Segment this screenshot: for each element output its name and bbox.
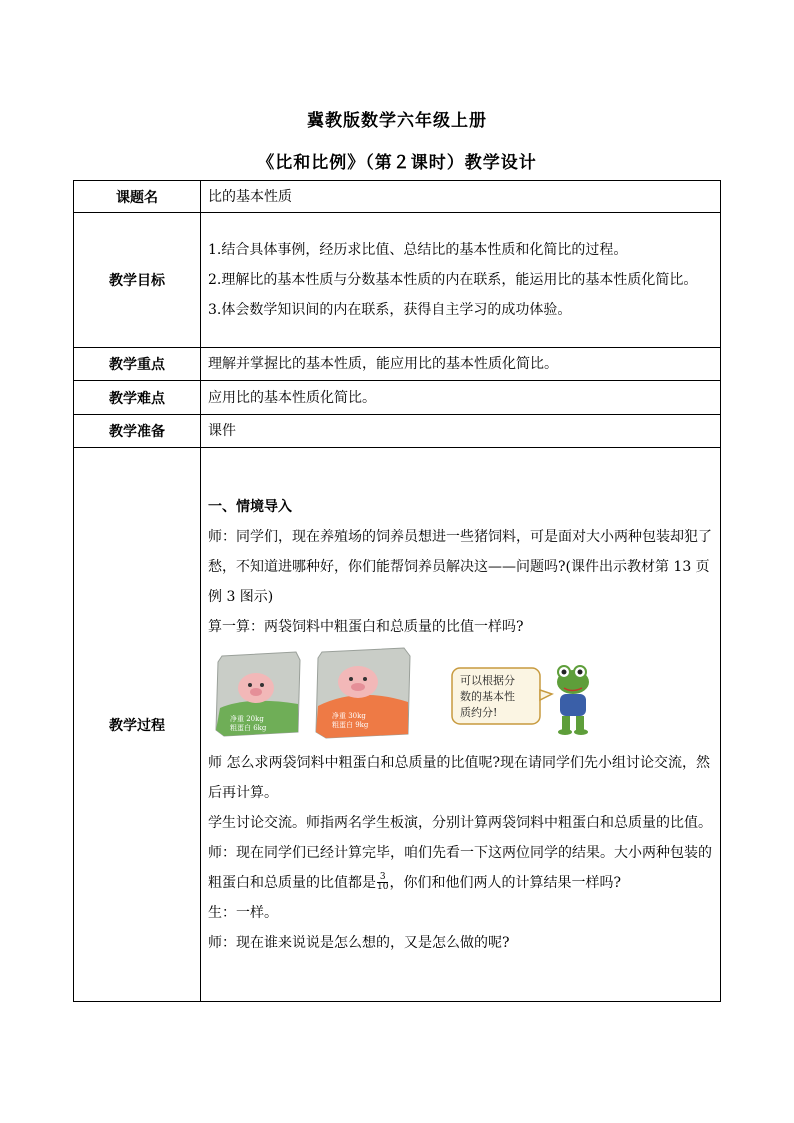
paragraph-intro: 师：同学们，现在养殖场的饲养员想进一些猪饲料，可是面对大小两种包装却犯了愁，不知道进哪种好，你们能帮饲养员解决这——问题吗?(课件出示教材第 13 页例 3 图示): [208, 528, 712, 605]
result-text-a: 师：现在同学们已经计算完毕，咱们先看一下这两位同学的结果。大小两种包装的粗蛋白和总质量的比值都是: [208, 844, 712, 891]
large-bag-protein: 粗蛋白 9kg: [332, 720, 369, 729]
goal-item-2: 2.理解比的基本性质与分数基本性质的内在联系，能运用比的基本性质化简比。: [208, 272, 698, 288]
key-point-label: 教学重点: [74, 348, 201, 381]
small-feed-bag: [216, 652, 300, 736]
fraction-numerator: 3: [377, 873, 388, 883]
large-bag-weight: 净重 30kg: [332, 711, 366, 720]
small-bag-weight: 净重 20kg: [230, 714, 264, 723]
section-heading: 一、情境导入: [208, 498, 292, 515]
frog-character-icon: [557, 666, 589, 735]
bubble-line-2: 数的基本性: [460, 689, 515, 703]
difficulty-value: 应用比的基本性质化简比。: [201, 381, 721, 415]
document-title: 冀教版数学六年级上册: [307, 111, 487, 131]
goal-item-1: 1.结合具体事例，经历求比值、总结比的基本性质和化简比的过程。: [208, 242, 628, 258]
paragraph-result: [208, 838, 714, 898]
document-subtitle: 《比和比例》（第２课时）教学设计: [257, 153, 537, 173]
process-label: 教学过程: [74, 448, 201, 1002]
paragraph-how-to: 师 怎么求两袋饲料中粗蛋白和总质量的比值呢?现在请同学们先小组讨论交流，然后再计算。: [208, 754, 710, 801]
fraction-three-tenths: [377, 873, 388, 892]
row-preparation: [74, 415, 721, 448]
paragraph-question: 算一算：两袋饲料中粗蛋白和总质量的比值一样吗?: [208, 618, 524, 635]
preparation-value: 课件: [201, 415, 721, 448]
row-process: [74, 448, 721, 1002]
row-goals: [74, 213, 721, 348]
paragraph-student-reply: 生：一样。: [208, 904, 278, 921]
lesson-plan-table: [73, 180, 721, 1002]
textbook-figure: [208, 646, 714, 746]
goals-label: 教学目标: [74, 213, 201, 348]
topic-label: 课题名: [74, 181, 201, 213]
goals-content: [201, 213, 721, 348]
bubble-line-1: 可以根据分: [460, 673, 515, 687]
key-point-value: 理解并掌握比的基本性质，能应用比的基本性质化简比。: [201, 348, 721, 381]
preparation-label: 教学准备: [74, 415, 201, 448]
bubble-line-3: 质约分!: [460, 705, 498, 719]
topic-value: 比的基本性质: [201, 181, 721, 213]
speech-bubble: [452, 668, 552, 724]
row-key-point: [74, 348, 721, 381]
difficulty-label: 教学难点: [74, 381, 201, 415]
process-content: [201, 448, 721, 1002]
row-difficulty: [74, 381, 721, 415]
result-text-b: ，你们和他们两人的计算结果一样吗?: [389, 874, 621, 891]
paragraph-discussion: 学生讨论交流。师指两名学生板演，分别计算两袋饲料中粗蛋白和总质量的比值。: [208, 814, 712, 831]
row-topic: [74, 181, 721, 213]
paragraph-teacher-question: 师：现在谁来说说是怎么想的，又是怎么做的呢?: [208, 934, 510, 951]
feed-bags-illustration: [208, 646, 718, 746]
small-bag-protein: 粗蛋白 6kg: [230, 723, 267, 732]
fraction-denominator: 10: [377, 882, 389, 892]
goal-item-3: 3.体会数学知识间的内在联系，获得自主学习的成功体验。: [208, 302, 572, 318]
large-feed-bag: [316, 648, 410, 738]
